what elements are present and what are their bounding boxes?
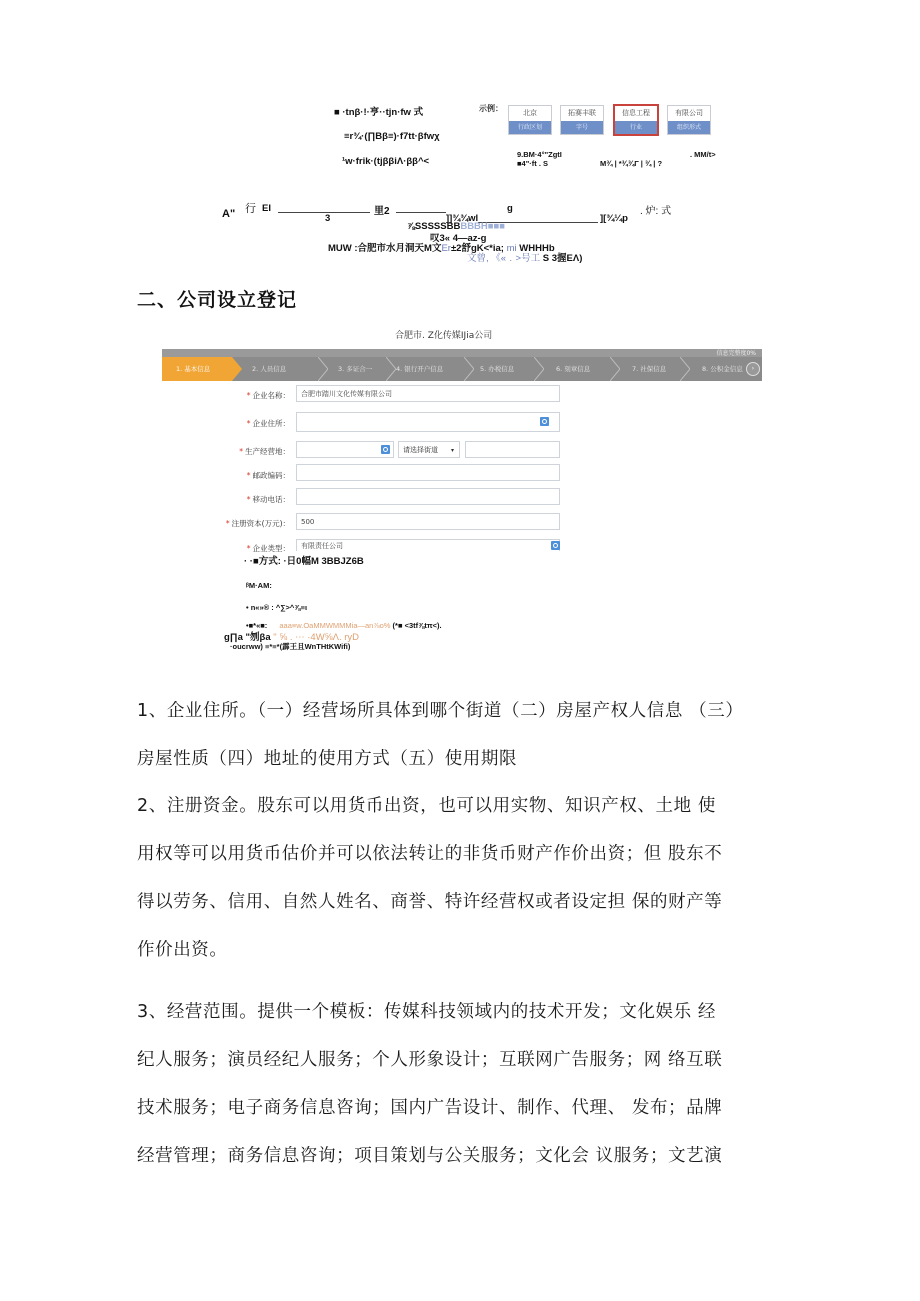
ocr-line-1: ■ ·tnβ·!·亨··tjn·fw 式 — [334, 107, 424, 118]
step-seal[interactable]: 6. 刻章信息 — [556, 365, 591, 373]
step-arrow — [386, 357, 396, 381]
ocr-row-a-ei: EI — [262, 203, 271, 214]
example-box-region — [508, 105, 552, 135]
ocr-line-3: ¹w·frik·(tjββiΛ·ββ^< — [342, 156, 430, 167]
ocr-row-d-5: WHHHb — [519, 243, 555, 254]
label-text: 生产经营地： — [245, 447, 290, 456]
ocr-right-2: ■4"·ft . S — [517, 159, 549, 168]
example-box-orgform — [667, 105, 711, 135]
map-picker-icon[interactable] — [381, 445, 390, 454]
form-company-title: 合肥市. Z化传媒IJia公司 — [395, 331, 493, 341]
underline — [396, 212, 446, 213]
ocr-row-d-3: ±2舒gK<*ia; — [450, 243, 504, 254]
label-text: 企业名称： — [252, 391, 290, 400]
example-box-text: 有限公司 — [675, 109, 703, 117]
label-registered-capital: * 注册资本(万元)： — [225, 519, 290, 528]
ocr-right-4: M¾ | *¾¾Γ | ¾ | ? — [600, 159, 663, 168]
ocr-row-a-li2: 里2 — [374, 206, 390, 217]
paragraph-line: 纪人服务；演员经纪人服务；个人形象设计；互联网广告服务；网 络互联 — [137, 1050, 723, 1070]
ocr-row-c: 叹3« 4—az-g — [430, 233, 487, 244]
ocr-row-e — [467, 250, 582, 264]
ocr-row-e-2: S 3握EΛ) — [542, 253, 583, 264]
label-text: 移动电话： — [252, 495, 290, 504]
label-text: 注册资本(万元)： — [231, 519, 290, 528]
step-fund[interactable]: 8. 公积金信息 — [702, 365, 743, 373]
paragraph-line: 房屋性质（四）地址的使用方式（五）使用期限 — [137, 749, 518, 769]
ocr-row-a-three: 3 — [325, 213, 331, 224]
step-arrow — [232, 357, 242, 381]
chevron-down-icon: ▾ — [450, 447, 454, 454]
example-label: 示例： — [479, 104, 503, 113]
ocr-lower-3: • n«»® : ^∑>^⅞≡ι — [246, 603, 308, 612]
map-picker-icon[interactable] — [540, 417, 549, 426]
ocr-row-b-faint: BBBH■■■ — [460, 221, 505, 232]
ocr-row-a-xing: 行 — [245, 203, 256, 215]
ocr-lower-4b: aaa≡w.OaMMWMMMia—an⅞o% — [279, 621, 391, 630]
company-address-input[interactable] — [296, 412, 560, 432]
step-multi-cert[interactable]: 3. 多证合一 — [338, 365, 373, 373]
step-social[interactable]: 7. 社保信息 — [632, 365, 667, 373]
ocr-row-e-1: 文曾, 《«﹒>号工 — [467, 253, 541, 264]
step-arrow — [610, 357, 620, 381]
street-detail-input[interactable] — [465, 441, 560, 458]
ocr-lower-4c: (*■ <3tf⅞tπ<). — [392, 621, 442, 630]
step-personnel[interactable]: 2. 人员信息 — [252, 365, 287, 373]
ocr-lower-1: · ·■方式: ·日0幅M 3BBJZ6B — [244, 556, 364, 567]
ocr-row-a-g: g — [507, 203, 513, 214]
underline — [278, 212, 370, 213]
example-box-caption: 行政区划 — [509, 121, 551, 134]
mobile-input[interactable] — [296, 488, 560, 505]
paragraph-scope — [137, 997, 785, 1189]
label-company-type: * 企业类型： — [246, 544, 290, 553]
paragraph-line: 1、企业住所。（一）经营场所具体到哪个街道（二）房屋产权人信息 （三） — [137, 701, 744, 721]
example-box-text: 信息工程 — [622, 109, 650, 117]
ocr-lower-5a: g∏a "刎βa — [224, 632, 271, 643]
section-heading: 二、公司设立登记 — [137, 289, 298, 311]
step-progress-bar — [162, 349, 762, 381]
picker-icon[interactable] — [551, 541, 560, 550]
ocr-lower-2: ᵝM·AM: — [246, 581, 272, 590]
example-box-caption: 组织形式 — [668, 121, 710, 134]
next-step-icon[interactable]: › — [746, 362, 760, 376]
example-box-caption: 字号 — [561, 121, 603, 134]
ocr-line-2: ≡r¾·(∏Bβ≡)·f7tt·βfwχ — [344, 131, 440, 142]
ocr-lower-5b: " ⅝ . ⋯ ·4W⅝Λ. ryD — [273, 632, 360, 643]
label-text: 企业住所： — [252, 419, 290, 428]
progress-label: 信息完整度0% — [716, 350, 756, 357]
step-arrow — [318, 357, 328, 381]
label-text: 企业类型： — [252, 544, 290, 553]
step-row — [162, 357, 762, 381]
ocr-row-b-text: ⅞SSSSSBB — [407, 221, 461, 232]
paragraph-address — [137, 696, 785, 792]
example-box-industry — [613, 104, 659, 136]
step-basic-info[interactable]: 1. 基本信息 — [162, 357, 232, 381]
ocr-row-a-wl: ]]¾¾wl — [446, 213, 479, 224]
label-company-name: * 企业名称： — [246, 391, 290, 400]
company-name-input[interactable]: 合肥市踏川文化传媒有限公司 — [296, 385, 560, 402]
ocr-row-d-4: mi — [506, 243, 517, 254]
label-mobile: * 移动电话： — [246, 495, 290, 504]
ocr-lower-6: ·oucrww) ≡*≡*(霹王且WnTHtKWifi) — [230, 642, 351, 651]
step-arrow — [534, 357, 544, 381]
registered-capital-input[interactable]: 500 — [296, 513, 560, 530]
paragraph-line: 作价出资。 — [137, 940, 228, 960]
label-postal-code: * 邮政编码： — [246, 471, 290, 480]
ocr-right-3: . MM/t> — [690, 150, 716, 159]
paragraph-line: 技术服务；电子商务信息咨询；国内广告设计、制作、代理、 发布；品牌 — [137, 1098, 723, 1118]
ocr-row-a-lu: . 炉: 式 — [640, 206, 672, 217]
paragraph-line: 3、经营范围。提供一个模板：传媒科技领域内的技术开发；文化娱乐 经 — [137, 1002, 716, 1022]
step-arrow — [464, 357, 474, 381]
example-box-caption: 行业 — [615, 121, 657, 134]
label-business-location: * 生产经营地： — [239, 447, 290, 456]
step-bank[interactable]: 4. 银行开户信息 — [396, 365, 444, 373]
paragraph-line: 用权等可以用货币估价并可以依法转让的非货币财产作价出资；但 股东不 — [137, 844, 723, 864]
paragraph-line: 得以劳务、信用、自然人姓名、商誉、特许经营权或者设定担 保的财产等 — [137, 892, 723, 912]
label-company-address: * 企业住所： — [246, 419, 290, 428]
business-location-input[interactable] — [296, 441, 394, 458]
street-select-value: 请选择街道 — [403, 446, 438, 454]
company-type-input[interactable]: 有限责任公司 — [296, 539, 560, 551]
step-bar-top — [162, 349, 762, 357]
paragraph-capital — [137, 791, 785, 983]
step-arrow — [680, 357, 690, 381]
ocr-row-d-1: MUW :合肥市水月洞天M文 — [328, 243, 442, 254]
postal-code-input[interactable] — [296, 464, 560, 481]
example-box-tradename — [560, 105, 604, 135]
ocr-lower-4a: •■*«■: — [246, 621, 268, 630]
example-box-text: 拓赛丰联 — [568, 109, 596, 117]
ocr-row-a-start: A" — [222, 208, 236, 220]
step-tax[interactable]: 5. 办税信息 — [480, 365, 515, 373]
ocr-row-d-2: Er — [441, 243, 451, 254]
paragraph-line: 2、注册资金。股东可以用货币出资，也可以用实物、知识产权、土地 使 — [137, 796, 716, 816]
paragraph-line: 经营管理；商务信息咨询；项目策划与公关服务；文化会 议服务；文艺演 — [137, 1146, 723, 1166]
ocr-row-a-p: ][¾¼p — [600, 213, 628, 224]
example-box-text: 北京 — [523, 109, 537, 117]
label-text: 邮政编码： — [252, 471, 290, 480]
street-select[interactable] — [398, 441, 460, 458]
ocr-right-1: 9.BM·4°"ZgtI — [517, 150, 562, 159]
